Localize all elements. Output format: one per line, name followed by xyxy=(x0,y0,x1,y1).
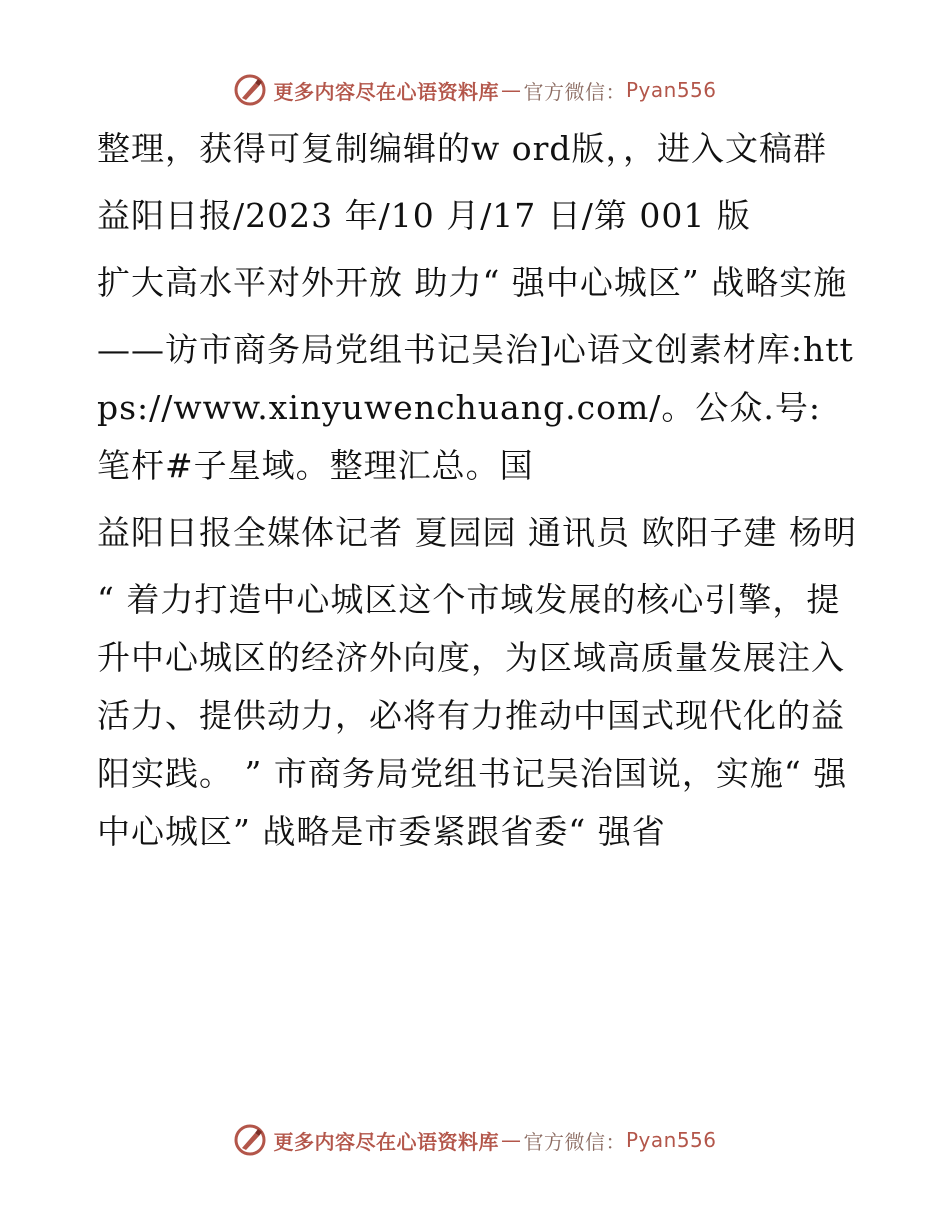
paragraph-subheadline: ——访市商务局党组书记吴治]心语文创素材库:https://www.xinyuwenchuang.com/。公众.号: 笔杆#子星域。整理汇总。国 xyxy=(97,330,854,485)
banner-wechat-label: 官方微信： xyxy=(523,1129,626,1154)
footer-watermark-banner xyxy=(0,1120,950,1160)
pen-quill-logo-icon xyxy=(233,1123,267,1157)
paragraph-intro: 整理，获得可复制编辑的w ord版，，进入文稿群 xyxy=(97,129,828,168)
banner-slogan: 更多内容尽在心语资料库 xyxy=(273,1129,499,1154)
banner-wechat-id: Pyan556 xyxy=(625,78,717,102)
pen-quill-logo-icon xyxy=(233,73,267,107)
paragraph-body: “ 着力打造中心城区这个市域发展的核心引擎，提升中心城区的经济外向度，为区域高质量发展注入活力、提供动力，必将有力推动中国式现代化的益阳实践。 ” 市商务局党组书记吴治国说，实施“ 强中心城区” 战略是市委紧跟省委“ 强省 xyxy=(97,580,848,851)
paragraph-source: 益阳日报/2023 年/10 月/17 日/第 001 版 xyxy=(97,196,751,235)
banner-dash: — xyxy=(500,78,522,102)
banner-slogan: 更多内容尽在心语资料库 xyxy=(273,79,499,104)
document-body xyxy=(97,120,857,870)
banner-dash: — xyxy=(500,1128,522,1152)
paragraph-byline: 益阳日报全媒体记者 夏园园 通讯员 欧阳子建 杨明 xyxy=(97,513,857,552)
banner-wechat-id: Pyan556 xyxy=(625,1128,717,1152)
paragraph-headline: 扩大高水平对外开放 助力“ 强中心城区” 战略实施 xyxy=(97,263,848,302)
header-watermark-banner xyxy=(0,70,950,110)
banner-wechat-label: 官方微信： xyxy=(523,79,626,104)
